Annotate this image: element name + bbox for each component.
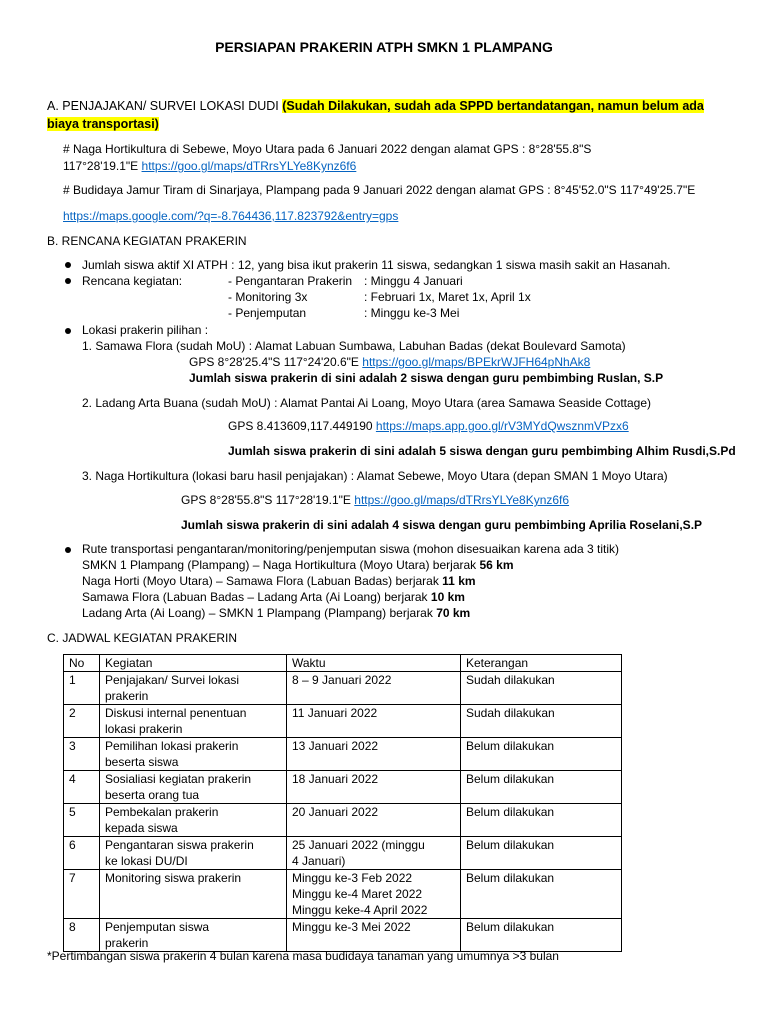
lokasi-1: 1. Samawa Flora (sudah MoU) : Alamat Labuan Sumbawa, Labuhan Badas (dekat Boulevard Samota) (82, 339, 626, 353)
cell-line: prakerin (105, 936, 149, 950)
cell-line: Diskusi internal penentuan (105, 706, 247, 720)
cell-keterangan: Belum dilakukan (461, 738, 622, 771)
cell-waktu (287, 837, 461, 870)
rute-1-distance: 56 km (479, 558, 514, 572)
lokasi-1-jumlah: Jumlah siswa prakerin di sini adalah 2 siswa dengan guru pembimbing Ruslan, S.P (189, 371, 664, 385)
rute-label: Rute transportasi pengantaran/monitoring/penjemputan siswa (mohon disesuaikan karena ada 3 titik) (82, 542, 619, 556)
cell-kegiatan (100, 705, 287, 738)
cell-line: Sosialiasi kegiatan prakerin (105, 772, 252, 786)
cell-no: 3 (64, 738, 100, 771)
rute-2-text: Naga Horti (Moyo Utara) – Samawa Flora (Labuan Badas) berjarak (82, 574, 443, 588)
cell-line: Penjemputan siswa (105, 920, 210, 934)
cell-kegiatan (100, 672, 287, 705)
cell-line: ke lokasi DU/DI (105, 854, 188, 868)
rencana-value-3: : Minggu ke-3 Mei (364, 306, 460, 320)
cell-line: kepada siswa (105, 821, 178, 835)
survey-item-1-cont (63, 158, 356, 174)
cell-line: Pembekalan prakerin (105, 805, 219, 819)
cell-kegiatan (100, 919, 287, 952)
cell-line: 25 Januari 2022 (minggu (292, 838, 425, 852)
cell-keterangan: Sudah dilakukan (461, 705, 622, 738)
rencana-value-2: : Februari 1x, Maret 1x, April 1x (364, 290, 531, 304)
survey-item-1-coord: 117°28'19.1"E (63, 159, 142, 173)
cell-kegiatan (100, 837, 287, 870)
rencana-label: Rencana kegiatan: (82, 274, 183, 288)
lokasi-1-gps-coord: GPS 8°28'25.4"S 117°24'20.6"E (189, 355, 363, 369)
table-row (64, 771, 622, 804)
table-row (64, 804, 622, 837)
table-row (64, 870, 622, 919)
cell-waktu: 20 Januari 2022 (287, 804, 461, 837)
cell-no: 5 (64, 804, 100, 837)
bullet-icon (65, 278, 71, 284)
rencana-name-1: - Pengantaran Prakerin (228, 274, 353, 288)
cell-keterangan: Belum dilakukan (461, 919, 622, 952)
cell-waktu: 13 Januari 2022 (287, 738, 461, 771)
rute-3-distance: 10 km (430, 590, 465, 604)
document-title: PERSIAPAN PRAKERIN ATPH SMKN 1 PLAMPANG (215, 39, 553, 55)
section-a-heading-cont (47, 116, 159, 132)
lokasi-label: Lokasi prakerin pilihan : (82, 323, 209, 337)
bullet-icon (65, 547, 71, 553)
rute-1-text: SMKN 1 Plampang (Plampang) – Naga Hortikultura (Moyo Utara) berjarak (82, 558, 480, 572)
cell-kegiatan (100, 771, 287, 804)
cell-no: 1 (64, 672, 100, 705)
cell-line: prakerin (105, 689, 149, 703)
cell-waktu: 18 Januari 2022 (287, 771, 461, 804)
cell-line: Minggu keke-4 April 2022 (292, 903, 428, 917)
cell-no: 8 (64, 919, 100, 952)
section-a-heading (47, 98, 704, 114)
survey-item-1-link[interactable]: https://goo.gl/maps/dTRrsYLYe8Kynz6f6 (141, 159, 357, 173)
bullet-icon (65, 262, 71, 268)
cell-no: 4 (64, 771, 100, 804)
lokasi-2-link[interactable]: https://maps.app.goo.gl/rV3MYdQwsznmVPzx6 (375, 419, 629, 433)
lokasi-1-gps (189, 354, 590, 370)
section-a-status-highlight-cont: biaya transportasi) (47, 117, 159, 131)
cell-line: 4 Januari) (292, 854, 346, 868)
table-row (64, 837, 622, 870)
table-row (64, 672, 622, 705)
lokasi-3-gps (181, 492, 569, 508)
cell-keterangan: Belum dilakukan (461, 837, 622, 870)
table-row (64, 919, 622, 952)
rute-3 (82, 589, 465, 605)
rencana-name-2: - Monitoring 3x (228, 290, 308, 304)
lokasi-2-gps (228, 418, 629, 434)
lokasi-3-gps-coord: GPS 8°28'55.8"S 117°28'19.1"E (181, 493, 355, 507)
section-b-heading: B. RENCANA KEGIATAN PRAKERIN (47, 234, 247, 248)
cell-no: 2 (64, 705, 100, 738)
bullet-icon (65, 328, 71, 334)
rute-4-distance: 70 km (436, 606, 471, 620)
cell-waktu: Minggu ke-3 Mei 2022 (287, 919, 461, 952)
cell-line: Minggu ke-3 Feb 2022 (292, 871, 413, 885)
cell-keterangan: Sudah dilakukan (461, 672, 622, 705)
section-a-title: A. PENJAJAKAN/ SURVEI LOKASI DUDI (47, 99, 279, 113)
jadwal-table (63, 654, 622, 952)
cell-line: Minggu ke-4 Maret 2022 (292, 887, 423, 901)
cell-keterangan: Belum dilakukan (461, 870, 622, 919)
footnote: *Pertimbangan siswa prakerin 4 bulan karena masa budidaya tanaman yang umumnya >3 bulan (47, 949, 559, 963)
lokasi-1-link[interactable]: https://goo.gl/maps/BPEkrWJFH64pNhAk8 (362, 355, 591, 369)
table-row (64, 705, 622, 738)
rencana-name-3: - Penjemputan (228, 306, 307, 320)
rute-2 (82, 573, 476, 589)
table-row (64, 738, 622, 771)
cell-waktu: 8 – 9 Januari 2022 (287, 672, 461, 705)
lokasi-2-jumlah: Jumlah siswa prakerin di sini adalah 5 siswa dengan guru pembimbing Alhim Rusdi,S.Pd (228, 444, 736, 458)
header-no: No (64, 655, 100, 672)
cell-no: 6 (64, 837, 100, 870)
cell-line: beserta orang tua (105, 788, 200, 802)
cell-waktu: 11 Januari 2022 (287, 705, 461, 738)
cell-keterangan: Belum dilakukan (461, 804, 622, 837)
cell-line: Pemilihan lokasi prakerin (105, 739, 239, 753)
lokasi-2: 2. Ladang Arta Buana (sudah MoU) : Alamat Pantai Ai Loang, Moyo Utara (area Samawa Seaside Cottage) (82, 396, 651, 410)
cell-line: Pengantaran siswa prakerin (105, 838, 254, 852)
lokasi-3: 3. Naga Hortikultura (lokasi baru hasil penjajakan) : Alamat Sebewe, Moyo Utara (depan SMAN 1 Moyo Utara) (82, 469, 668, 483)
cell-kegiatan: Monitoring siswa prakerin (100, 870, 287, 919)
survey-item-2-link[interactable]: https://maps.google.com/?q=-8.764436,117.823792&entry=gps (63, 209, 399, 223)
cell-line: lokasi prakerin (105, 722, 183, 736)
rute-2-distance: 11 km (442, 574, 476, 588)
rute-1 (82, 557, 514, 573)
cell-kegiatan (100, 804, 287, 837)
lokasi-3-link[interactable]: https://goo.gl/maps/dTRrsYLYe8Kynz6f6 (354, 493, 570, 507)
cell-line: beserta siswa (105, 755, 179, 769)
lokasi-3-jumlah: Jumlah siswa prakerin di sini adalah 4 siswa dengan guru pembimbing Aprilia Roselani,S.P (181, 518, 703, 532)
header-kegiatan: Kegiatan (100, 655, 287, 672)
section-a-status-highlight: (Sudah Dilakukan, sudah ada SPPD bertandatangan, namun belum ada (282, 99, 704, 113)
survey-item-1: # Naga Hortikultura di Sebewe, Moyo Utara pada 6 Januari 2022 dengan alamat GPS : 8°28'55.8"S (63, 142, 592, 156)
table-header-row (64, 655, 622, 672)
cell-no: 7 (64, 870, 100, 919)
rute-3-text: Samawa Flora (Labuan Badas – Ladang Arta (Ai Loang) berjarak (82, 590, 431, 604)
cell-line: Penjajakan/ Survei lokasi (105, 673, 240, 687)
survey-item-2: # Budidaya Jamur Tiram di Sinarjaya, Plampang pada 9 Januari 2022 dengan alamat GPS : 8°45'52.0"S 117°49'25.7"E (63, 183, 696, 197)
rute-4 (82, 605, 470, 621)
header-waktu: Waktu (287, 655, 461, 672)
section-c-heading: C. JADWAL KEGIATAN PRAKERIN (47, 631, 238, 645)
header-keterangan: Keterangan (461, 655, 622, 672)
cell-kegiatan (100, 738, 287, 771)
rute-4-text: Ladang Arta (Ai Loang) – SMKN 1 Plampang (Plampang) berjarak (82, 606, 437, 620)
jumlah-siswa: Jumlah siswa aktif XI ATPH : 12, yang bisa ikut prakerin 11 siswa, sedangkan 1 siswa masih sakit an Hasanah. (82, 258, 671, 272)
cell-waktu (287, 870, 461, 919)
lokasi-2-gps-coord: GPS 8.413609,117.449190 (228, 419, 376, 433)
cell-keterangan: Belum dilakukan (461, 771, 622, 804)
rencana-value-1: : Minggu 4 Januari (364, 274, 463, 288)
